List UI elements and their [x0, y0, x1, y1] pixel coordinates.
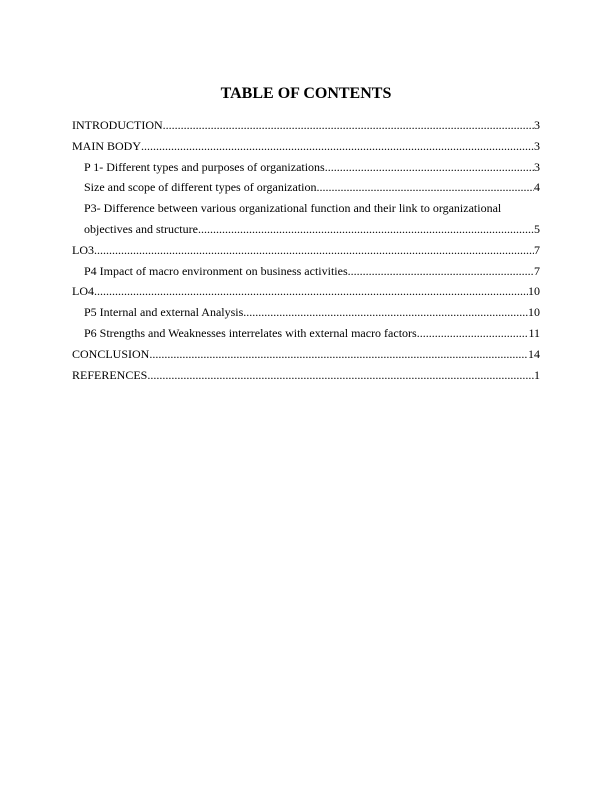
toc-entry-label: REFERENCES — [72, 367, 148, 382]
toc-dot-leader — [94, 240, 534, 261]
toc-entry-page: 7 — [534, 263, 540, 278]
toc-entry-page: 5 — [534, 221, 540, 236]
toc-dot-leader — [316, 177, 534, 198]
toc-dot-leader — [94, 281, 528, 302]
toc-entry-references[interactable] — [72, 365, 540, 386]
toc-entry-size-scope[interactable] — [72, 177, 540, 198]
toc-entry-label: P4 Impact of macro environment on business activities — [84, 263, 348, 278]
toc-entry-page: 7 — [534, 242, 540, 257]
toc-entry-label-line2: objectives and structure — [84, 221, 198, 236]
toc-entry-label: P5 Internal and external Analysis — [84, 305, 244, 320]
toc-entry-page: 10 — [528, 305, 540, 320]
toc-entry-label-line1: P3- Difference between various organizational function and their link to organizational — [84, 201, 502, 216]
toc-dot-leader — [243, 302, 528, 323]
toc-dot-leader — [141, 136, 534, 157]
toc-entry-label: MAIN BODY — [72, 138, 141, 153]
toc-dot-leader — [198, 219, 534, 240]
toc-entry-label: LO4 — [72, 284, 94, 299]
toc-entry-label: LO3 — [72, 242, 94, 257]
toc-entry-lo3[interactable] — [72, 240, 540, 261]
toc-entry-conclusion[interactable] — [72, 344, 540, 365]
toc-dot-leader — [163, 115, 534, 136]
toc-entry-p3-difference-functions[interactable] — [72, 198, 540, 240]
toc-entry-label: INTRODUCTION — [72, 118, 163, 132]
toc-dot-leader — [325, 157, 534, 178]
toc-entry-p5-internal-external[interactable] — [72, 302, 540, 323]
toc-entry-label: Size and scope of different types of organization — [84, 180, 317, 195]
toc-entry-main-body[interactable] — [72, 136, 540, 157]
toc-entry-p1-types-purposes[interactable] — [72, 157, 540, 178]
toc-entry-p6-strengths-weaknesses[interactable] — [72, 323, 540, 344]
toc-list — [72, 115, 540, 385]
toc-title: TABLE OF CONTENTS — [220, 85, 392, 102]
toc-dot-leader — [147, 365, 534, 386]
toc-entry-continuation — [84, 219, 540, 240]
toc-entry-page: 14 — [528, 346, 540, 361]
toc-entry-introduction[interactable] — [72, 115, 540, 136]
toc-entry-page: 10 — [528, 284, 540, 299]
toc-dot-leader — [348, 261, 534, 282]
toc-entry-label: CONCLUSION — [72, 346, 150, 361]
toc-dot-leader — [417, 323, 529, 344]
toc-dot-leader — [149, 344, 528, 365]
toc-entry-p4-macro-environment[interactable] — [72, 261, 540, 282]
toc-entry-page: 3 — [534, 118, 540, 132]
toc-entry-page: 1 — [534, 367, 540, 382]
toc-entry-page: 4 — [534, 180, 540, 195]
toc-entry-lo4[interactable] — [72, 281, 540, 302]
toc-entry-label: P 1- Different types and purposes of organizations — [84, 159, 325, 174]
toc-entry-page: 11 — [528, 325, 540, 340]
toc-entry-label: P6 Strengths and Weaknesses interrelates with external macro factors — [84, 325, 417, 340]
toc-entry-page: 3 — [534, 138, 540, 153]
toc-entry-page: 3 — [534, 159, 540, 174]
